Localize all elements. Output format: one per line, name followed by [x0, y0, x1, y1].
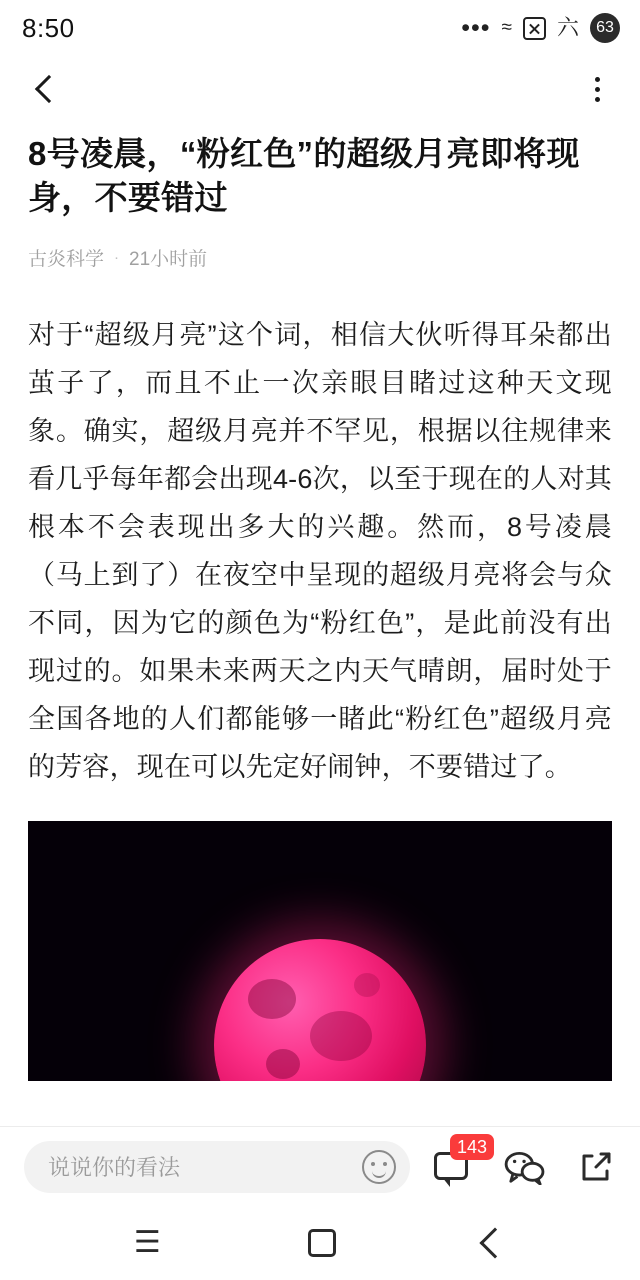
- recent-apps-icon[interactable]: ☰: [133, 1226, 161, 1259]
- crater: [354, 973, 380, 997]
- wechat-share-button[interactable]: [504, 1147, 544, 1187]
- article-body: 对于“超级月亮”这个词，相信大伙听得耳朵都出茧子了，而且不止一次亲眼目睹过这种天文现象。确实，超级月亮并不罕见，根据以往规律来看几乎每年都会出现4-6次，以至于现在的人对其根本不会表现出多大的兴趣。然而，8号凌晨（马上到了）在夜空中呈现的超级月亮将会与众不同，因为它的颜色为“粉红色”，是此前没有出现过的。如果未来两天之内天气晴朗，届时处于全国各地的人们都能够一睹此“粉红色”超级月亮的芳容，现在可以先定好闹钟，不要错过了。: [28, 319, 612, 783]
- page-title: 8号凌晨，“粉红色”的超级月亮即将现身，不要错过: [28, 135, 580, 216]
- dot: [595, 97, 600, 102]
- nav-back-icon[interactable]: [480, 1227, 511, 1258]
- battery-indicator: 63: [590, 13, 620, 43]
- status-time: 8:50: [22, 12, 75, 43]
- back-icon[interactable]: [28, 72, 62, 106]
- status-bar: [0, 0, 640, 56]
- system-nav-bar: [0, 1206, 640, 1280]
- wechat-icon: [504, 1151, 546, 1185]
- share-icon: [576, 1147, 616, 1187]
- comment-bar: [0, 1126, 640, 1206]
- crater: [310, 1011, 372, 1061]
- smiley-icon[interactable]: [362, 1150, 396, 1184]
- dot: [595, 77, 600, 82]
- dot: [595, 87, 600, 92]
- app-bar: [0, 56, 640, 122]
- comment-input[interactable]: [24, 1141, 410, 1193]
- crater: [266, 1049, 300, 1079]
- crater: [248, 979, 296, 1019]
- article-content[interactable]: [0, 122, 640, 1280]
- more-dots-icon: •••: [461, 13, 491, 42]
- pink-moon-graphic: [214, 939, 426, 1081]
- home-icon[interactable]: [308, 1229, 336, 1257]
- comment-placeholder: 说说你的看法: [48, 1155, 181, 1180]
- meta-separator: ·: [114, 248, 120, 266]
- share-button[interactable]: [576, 1147, 616, 1187]
- article-meta: [28, 244, 612, 271]
- wifi-icon: ≈: [501, 16, 512, 38]
- comment-button[interactable]: [432, 1136, 488, 1187]
- article-timestamp: 21小时前: [129, 248, 208, 270]
- article-author: 古炎科学: [28, 248, 105, 270]
- action-icons: [432, 1136, 616, 1187]
- status-icons: [461, 13, 620, 43]
- more-options-icon[interactable]: [580, 72, 614, 106]
- mute-icon: [523, 17, 546, 40]
- article-image[interactable]: [28, 821, 612, 1081]
- comment-count-badge: 143: [450, 1134, 494, 1160]
- signal-icon: 六: [556, 15, 579, 40]
